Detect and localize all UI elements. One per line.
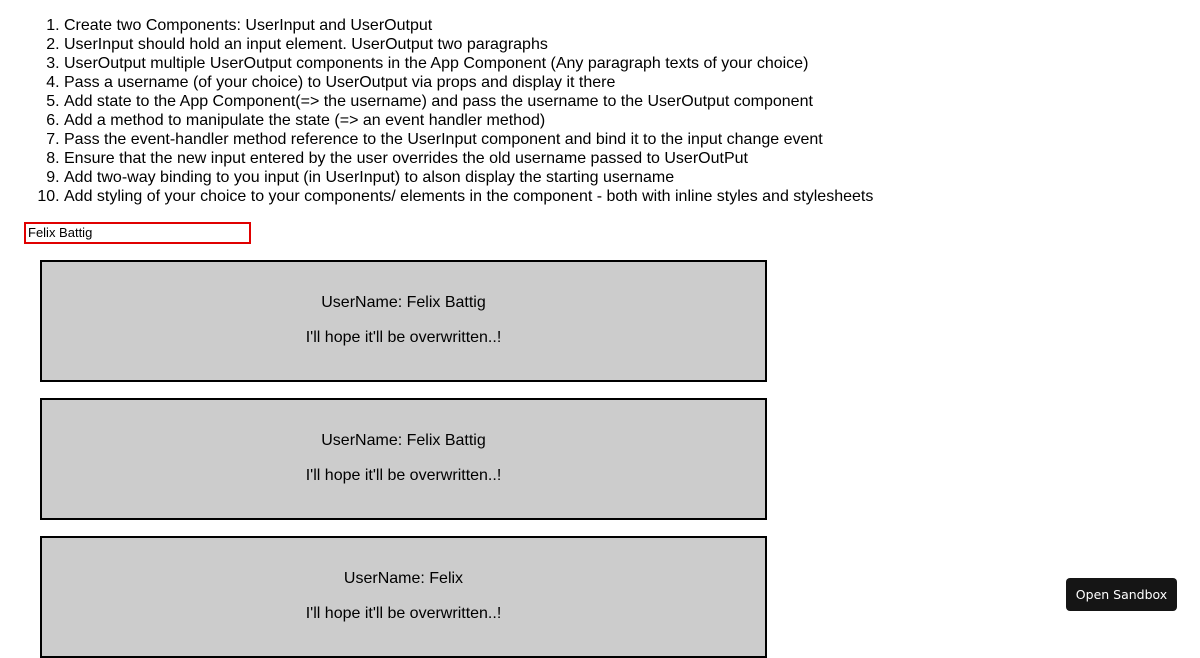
text-paragraph: I'll hope it'll be overwritten..! [305, 329, 502, 346]
text-paragraph: I'll hope it'll be overwritten..! [305, 605, 502, 622]
instruction-item: 3. UserOutput multiple UserOutput components in the App Component (Any paragraph texts of your choice) [64, 54, 873, 73]
instruction-item: 2. UserInput should hold an input element. UserOutput two paragraphs [64, 35, 873, 54]
text-paragraph: I'll hope it'll be overwritten..! [305, 467, 502, 484]
instruction-item: 5. Add state to the App Component(=> the username) and pass the username to the UserOutput component [64, 92, 873, 111]
instruction-item: 9. Add two-way binding to you input (in UserInput) to alson display the starting username [64, 168, 873, 187]
username-input[interactable] [24, 222, 251, 244]
username-paragraph: UserName: Felix Battig [321, 294, 486, 311]
instruction-item: 6. Add a method to manipulate the state (=> an event handler method) [64, 111, 873, 130]
user-output-card [40, 398, 767, 520]
instruction-item: 8. Ensure that the new input entered by the user overrides the old username passed to UserOutPut [64, 149, 873, 168]
user-output-card [40, 260, 767, 382]
username-paragraph: UserName: Felix Battig [321, 432, 486, 449]
instruction-item: 1. Create two Components: UserInput and UserOutput [64, 16, 873, 35]
instruction-item: 10. Add styling of your choice to your components/ elements in the component - both with inline styles and stylesheets [64, 187, 873, 206]
open-sandbox-button[interactable]: Open Sandbox [1066, 578, 1177, 611]
username-paragraph: UserName: Felix [343, 570, 464, 587]
instruction-item: 7. Pass the event-handler method reference to the UserInput component and bind it to the input change event [64, 130, 873, 149]
instructions-list [0, 16, 873, 206]
user-output-card [40, 536, 767, 658]
instruction-item: 4. Pass a username (of your choice) to UserOutput via props and display it there [64, 73, 873, 92]
